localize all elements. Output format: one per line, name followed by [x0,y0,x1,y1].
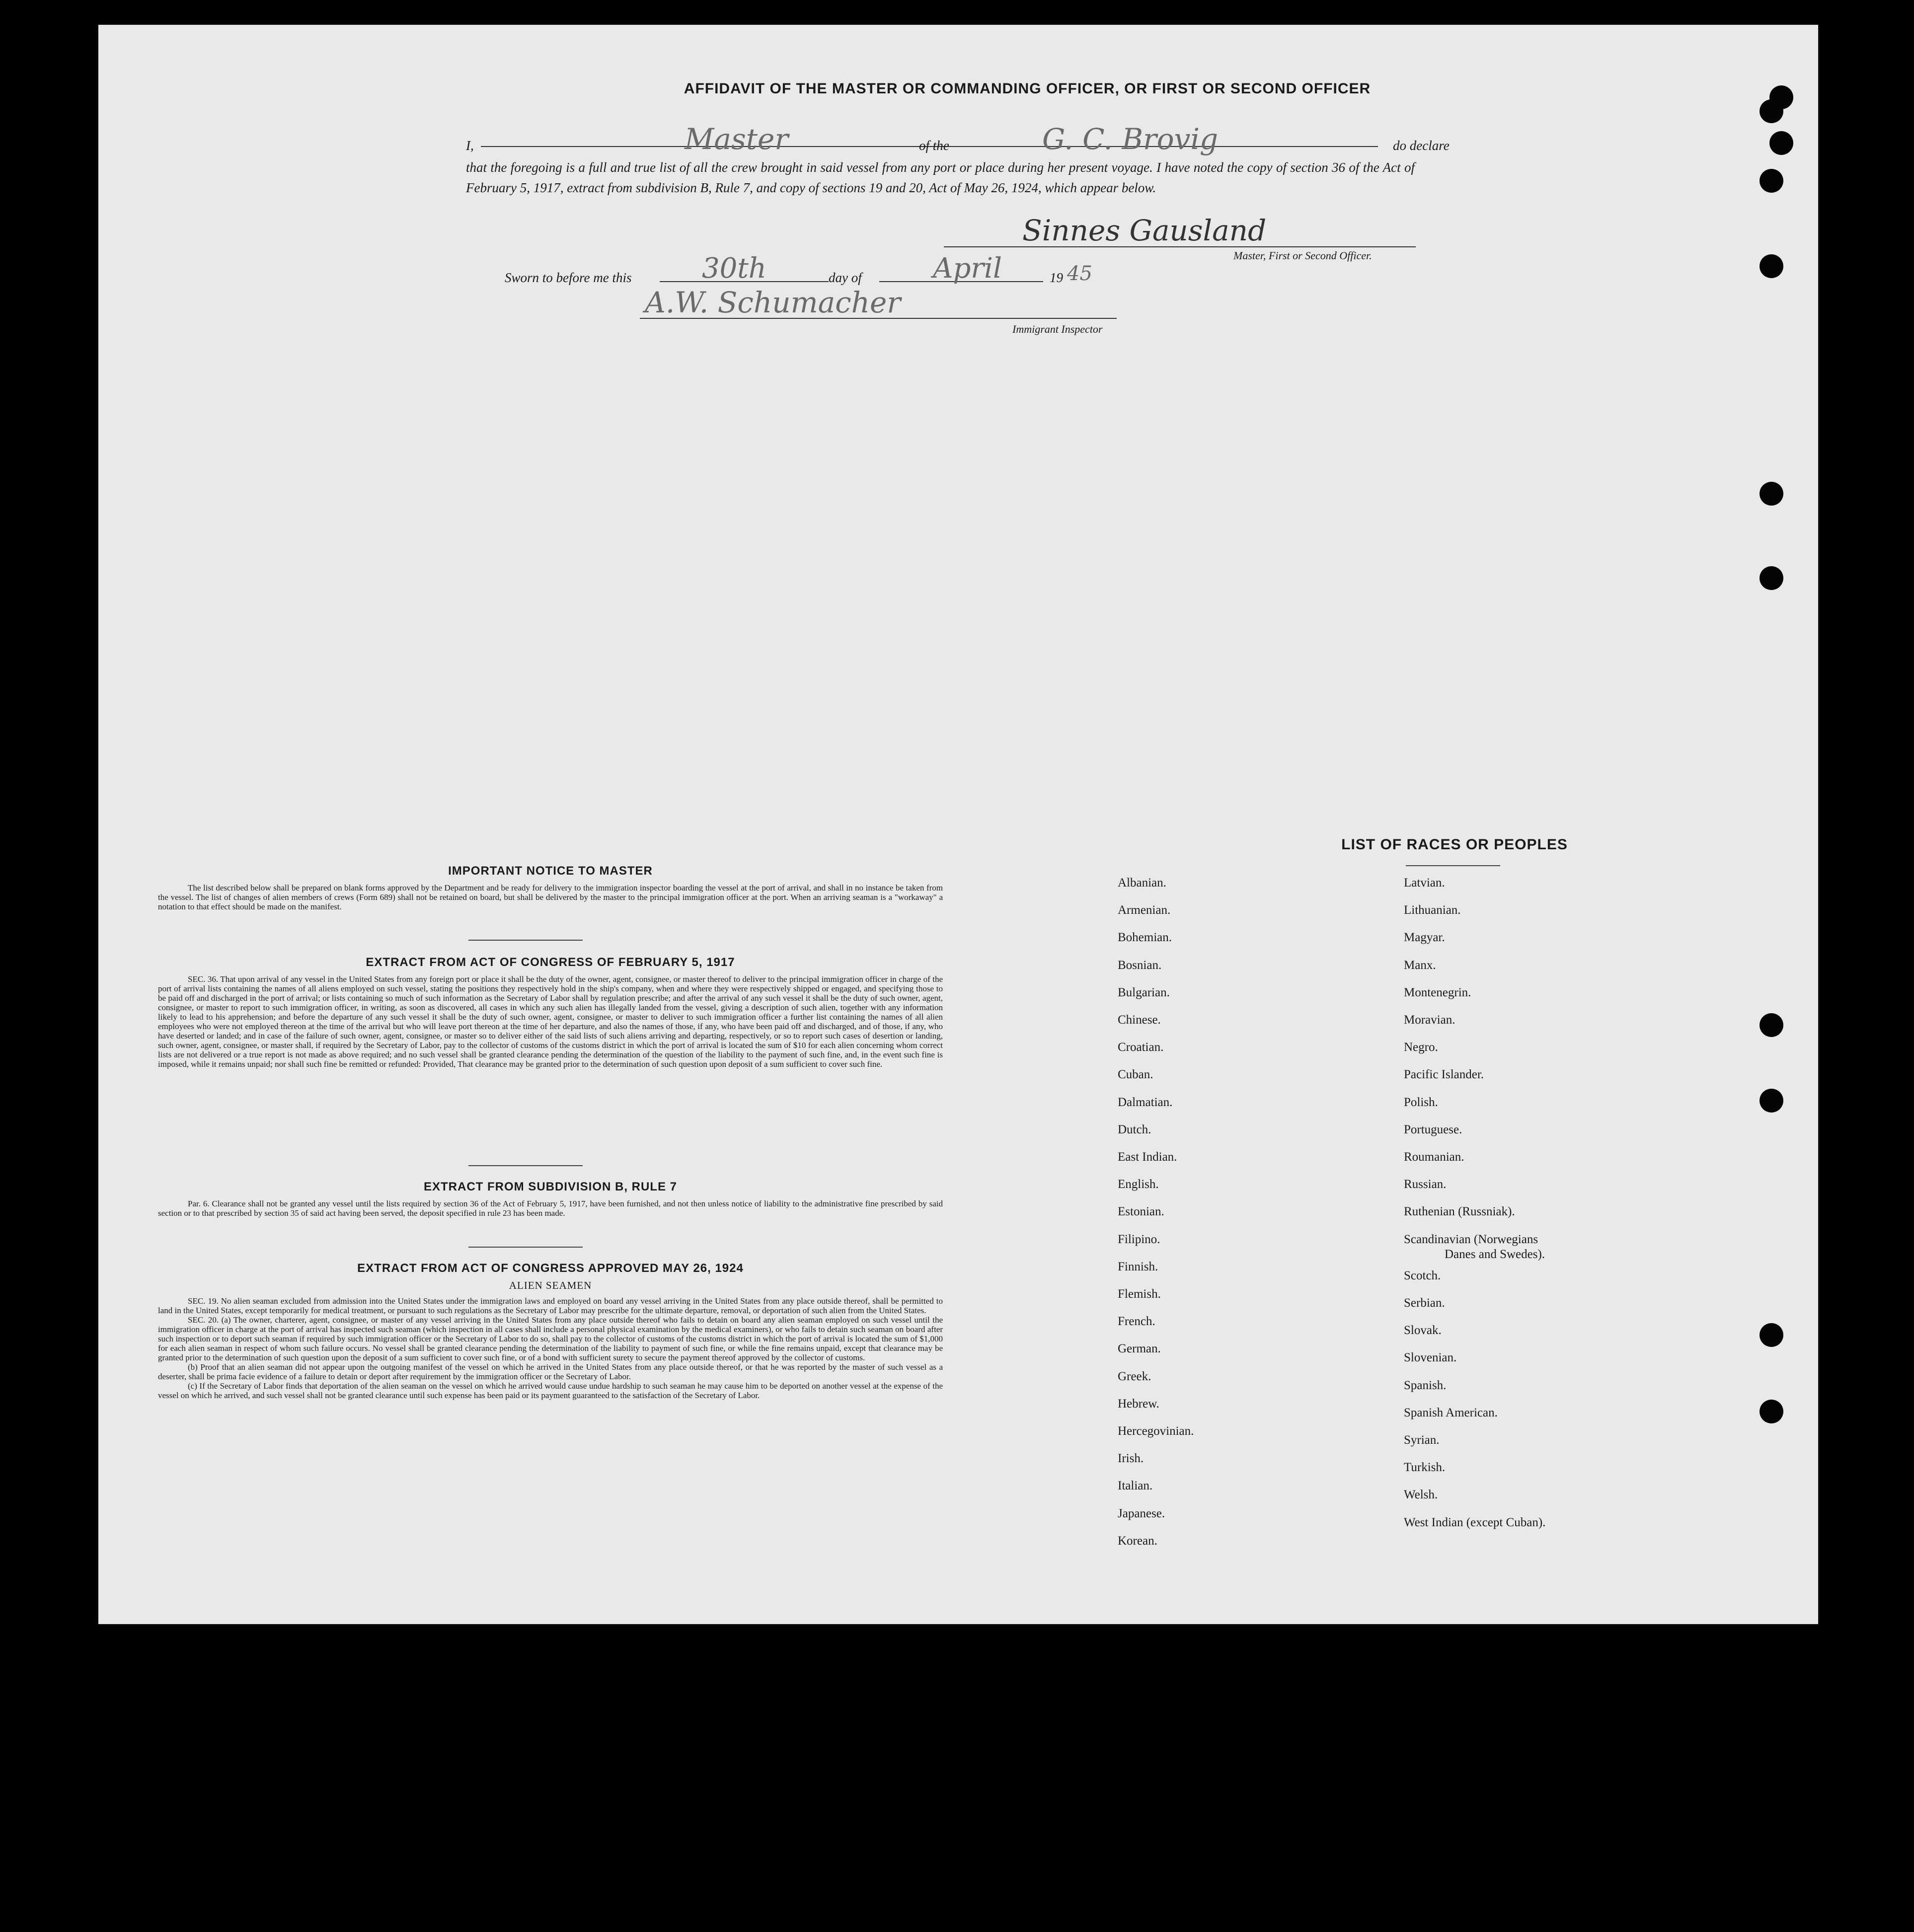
race-item: Moravian. [1404,1013,1455,1027]
sworn-month-handwritten: April [933,252,1002,285]
race-item: Ruthenian (Russniak). [1404,1205,1515,1218]
race-item: Flemish. [1118,1287,1161,1301]
race-item: Estonian. [1118,1205,1164,1218]
race-item: East Indian. [1118,1150,1177,1164]
officer-signature: Sinnes Gausland [1022,214,1267,247]
punch-hole [1760,1089,1783,1113]
race-item: Bulgarian. [1118,986,1170,999]
notice-text: The list described below shall be prepared on blank forms approved by the Department and be ready for delivery to the immigration inspector boarding the vessel at the port of arrival, and shall in no instance be taken from the vessel. The list of changes of alien members of crews (Form 689) shall not be retained on board, but shall be delivered by the master to the principal immigration officer at the port. When an arriving seaman is a "workaway" a notation to that effect should be made on the manifest. [158,883,943,911]
divider [468,1247,583,1248]
race-item: Scotch. [1404,1269,1441,1282]
race-item: Albanian. [1118,876,1166,890]
vessel-name-handwritten: G. C. Brovig [1042,122,1219,156]
race-item: Manx. [1404,959,1436,972]
section-20a-text: SEC. 20. (a) The owner, charterer, agent, consignee, or master of any vessel arriving in the United States from any place outside thereof who fails to detain on board any alien seaman employed on such vessel until the immigration officer in charge at the port of arrival has inspected such seaman (which inspection in all cases shall include a personal physical examination by the medical examiners), or who fails to detain such seaman on board after such inspection or to deport such seaman if required by such immigration officer or the Secretary of Labor to do so, shall pay to the collector of customs of the customs district in which the port of arrival is located the sum of $1,000 for each alien seaman in respect of whom such failure occurs. No vessel shall be granted clearance pending the determination of the liability to payment of such fine, or while the fine remains unpaid, except that clearance may be granted prior to the determination of such question upon the deposit of a sum sufficient to cover such fine, or of a bond with sufficient surety to secure the payment thereof approved by the collector of customs. [158,1315,943,1362]
divider [468,940,583,941]
race-item: Welsh. [1404,1488,1438,1501]
punch-hole [1760,1400,1783,1423]
notice-title: IMPORTANT NOTICE TO MASTER [448,864,653,878]
affidavit-title: AFFIDAVIT OF THE MASTER OR COMMANDING OFFICER, OR FIRST OR SECOND OFFICER [684,80,1371,97]
race-item: Scandinavian (Norwegians [1404,1233,1538,1246]
races-title: LIST OF RACES OR PEOPLES [1341,836,1568,853]
race-item: Korean. [1118,1534,1157,1548]
divider [468,1165,583,1166]
punch-hole [1760,482,1783,506]
punch-hole [1760,1323,1783,1347]
year-prefix: 19 [1050,270,1063,285]
race-item: Pacific Islander. [1404,1068,1484,1081]
race-item: Syrian. [1404,1433,1440,1447]
extract-1917-title: EXTRACT FROM ACT OF CONGRESS OF FEBRUARY 5, 1917 [366,956,735,969]
section-20c-text: (c) If the Secretary of Labor finds that deportation of the alien seaman on the vessel on which he arrived would cause undue hardship to such seaman he may cause him to be deported on another vessel at the expense of the vessel on which he arrived, and such vessel shall not be granted clearance until such expense has been paid or its payment guaranteed to the satisfaction of the Secretary of Labor. [158,1381,943,1400]
punch-hole [1760,566,1783,590]
race-item: Armenian. [1118,903,1171,917]
year-suffix-handwritten: 45 [1067,262,1092,285]
race-item: German. [1118,1342,1161,1355]
extract-1924-title: EXTRACT FROM ACT OF CONGRESS APPROVED MAY 26, 1924 [357,1262,744,1275]
sworn-day-handwritten: 30th [702,252,766,285]
race-item: Turkish. [1404,1461,1446,1474]
extract-1917-text: SEC. 36. That upon arrival of any vessel in the United States from any foreign port or place it shall be the duty of the owner, agent, consignee, or master thereof to deliver to the principal immigration officer in charge of the port of arrival lists containing the names of all aliens employed on such vessel, stating the positions they respectively hold in the ship's company, when and where they were respectively shipped or engaged, and specifying those to be paid off and discharged in the port of arrival; or lists containing so much of such information as the Secretary of Labor shall by regulation prescribe; and after the arrival of any such vessel it shall be the duty of such owner, agent, consignee, or master to report to such immigration officer, in writing, as soon as discovered, all cases in which any such alien has illegally landed from the vessel, giving a description of such alien, together with any information likely to lead to his apprehension; and before the departure of any such vessel it shall be the duty of such owner, agent, consignee, or master to deliver to such immigration officer a further list containing the names of all alien employees who were not employed thereon at the time of the arrival but who will leave port thereon at the time of her departure, and also the names of those, if any, who have been paid off and discharged, and of those, if any, who have deserted or landed; and in case of the failure of such owner, agent, consignee, or master so to deliver either of the said lists of such aliens arriving and departing, respectively, or so to report such cases of desertion or landing, such owner, agent, consignee, or master shall, if required by the Secretary of Labor, pay to the collector of customs of the customs district in which the port of arrival is located the sum of $10 for each alien concerning whom correct lists are not delivered or a true report is not made as above required; and no such vessel shall be granted clearance pending the determination of the question of the liability to the payment of such fine, and, in the event such fine is imposed, while it remains unpaid; nor shall such fine be remitted or refunded: Provided, That clearance may be granted prior to the determination of such question upon deposit of a sum sufficient to cover such fine. [158,974,943,1069]
inspector-signature: A.W. Schumacher [645,286,901,319]
race-item: Magyar. [1404,931,1445,944]
race-item: Italian. [1118,1479,1153,1492]
race-item: Latvian. [1404,876,1445,890]
race-item: Russian. [1404,1178,1447,1191]
punch-hole [1760,169,1783,193]
race-item: Portuguese. [1404,1123,1462,1136]
race-item-wrap: Danes and Swedes). [1445,1248,1545,1261]
extract-1924-body [158,1296,943,1400]
race-item: Polish. [1404,1096,1438,1109]
race-item: Montenegrin. [1404,986,1471,999]
race-item: Irish. [1118,1452,1144,1465]
race-item: Chinese. [1118,1013,1161,1027]
punch-hole [1760,254,1783,278]
race-item: Spanish. [1404,1379,1447,1392]
race-item: French. [1118,1315,1155,1328]
affidavit-of-the: of the [919,138,949,153]
race-item: Filipino. [1118,1233,1160,1246]
race-item: Spanish American. [1404,1406,1498,1419]
affidavit-body: that the foregoing is a full and true list of all the crew brought in said vessel from any port or place during her present voyage. I have noted the copy of section 36 of the Act of February 5, 1917, extract from subdivision B, Rule 7, and copy of sections 19 and 20, Act of May 26, 1924, which appear below. [466,160,1415,195]
section-20b-text: (b) Proof that an alien seaman did not appear upon the outgoing manifest of the vessel on which he arrived in the United States from any place outside thereof, or that he was reported by the master of such vessel as a deserter, shall be prima facie evidence of a failure to detain or deport after requirement by the immigration officer or the Secretary of Labor. [158,1362,943,1381]
extract-rule7-text: Par. 6. Clearance shall not be granted any vessel until the lists required by section 36 of the Act of February 5, 1917, have been furnished, and not then unless notice of liability to the administrative fine prescribed by said section or to that prescribed by section 35 of said act having been served, the deposit specified in rule 23 has been made. [158,1199,943,1218]
race-item: Hercegovinian. [1118,1424,1194,1438]
race-item: Slovak. [1404,1324,1442,1337]
alien-seamen-subtitle: ALIEN SEAMEN [509,1279,592,1291]
document-page [98,25,1818,1624]
race-item: Roumanian. [1404,1150,1464,1164]
punch-hole [1769,85,1793,109]
race-item: Negro. [1404,1040,1438,1054]
race-item: Serbian. [1404,1296,1445,1310]
race-item: English. [1118,1178,1159,1191]
race-item: West Indian (except Cuban). [1404,1516,1546,1529]
sworn-label: Sworn to before me this [505,270,632,285]
race-item: Croatian. [1118,1040,1164,1054]
race-item: Dutch. [1118,1123,1151,1136]
officer-caption: Master, First or Second Officer. [1233,249,1372,262]
race-item: Bohemian. [1118,931,1172,944]
do-declare: do declare [1393,138,1450,153]
punch-hole [1769,131,1793,155]
extract-rule7-title: EXTRACT FROM SUBDIVISION B, RULE 7 [423,1180,678,1193]
punch-hole [1760,1013,1783,1037]
day-of-label: day of [829,270,862,285]
section-19-text: SEC. 19. No alien seaman excluded from admission into the United States under the immigration laws and employed on board any vessel arriving in the United States from any place outside thereof, shall be permitted to land in the United States, except temporarily for medical treatment, or pursuant to such regulations as the Secretary of Labor may prescribe for the ultimate departure, removal, or deportation of such alien from the United States. [158,1296,943,1315]
race-item: Greek. [1118,1370,1151,1383]
rank-handwritten: Master [685,122,789,156]
race-item: Lithuanian. [1404,903,1461,917]
affidavit-i: I, [466,138,474,153]
inspector-caption: Immigrant Inspector [1012,323,1103,335]
race-item: Dalmatian. [1118,1096,1173,1109]
race-item: Japanese. [1118,1507,1165,1520]
race-item: Bosnian. [1118,959,1162,972]
race-item: Finnish. [1118,1260,1158,1273]
race-item: Cuban. [1118,1068,1153,1081]
race-item: Hebrew. [1118,1397,1159,1411]
race-item: Slovenian. [1404,1351,1457,1364]
races-title-rule [1406,865,1500,866]
